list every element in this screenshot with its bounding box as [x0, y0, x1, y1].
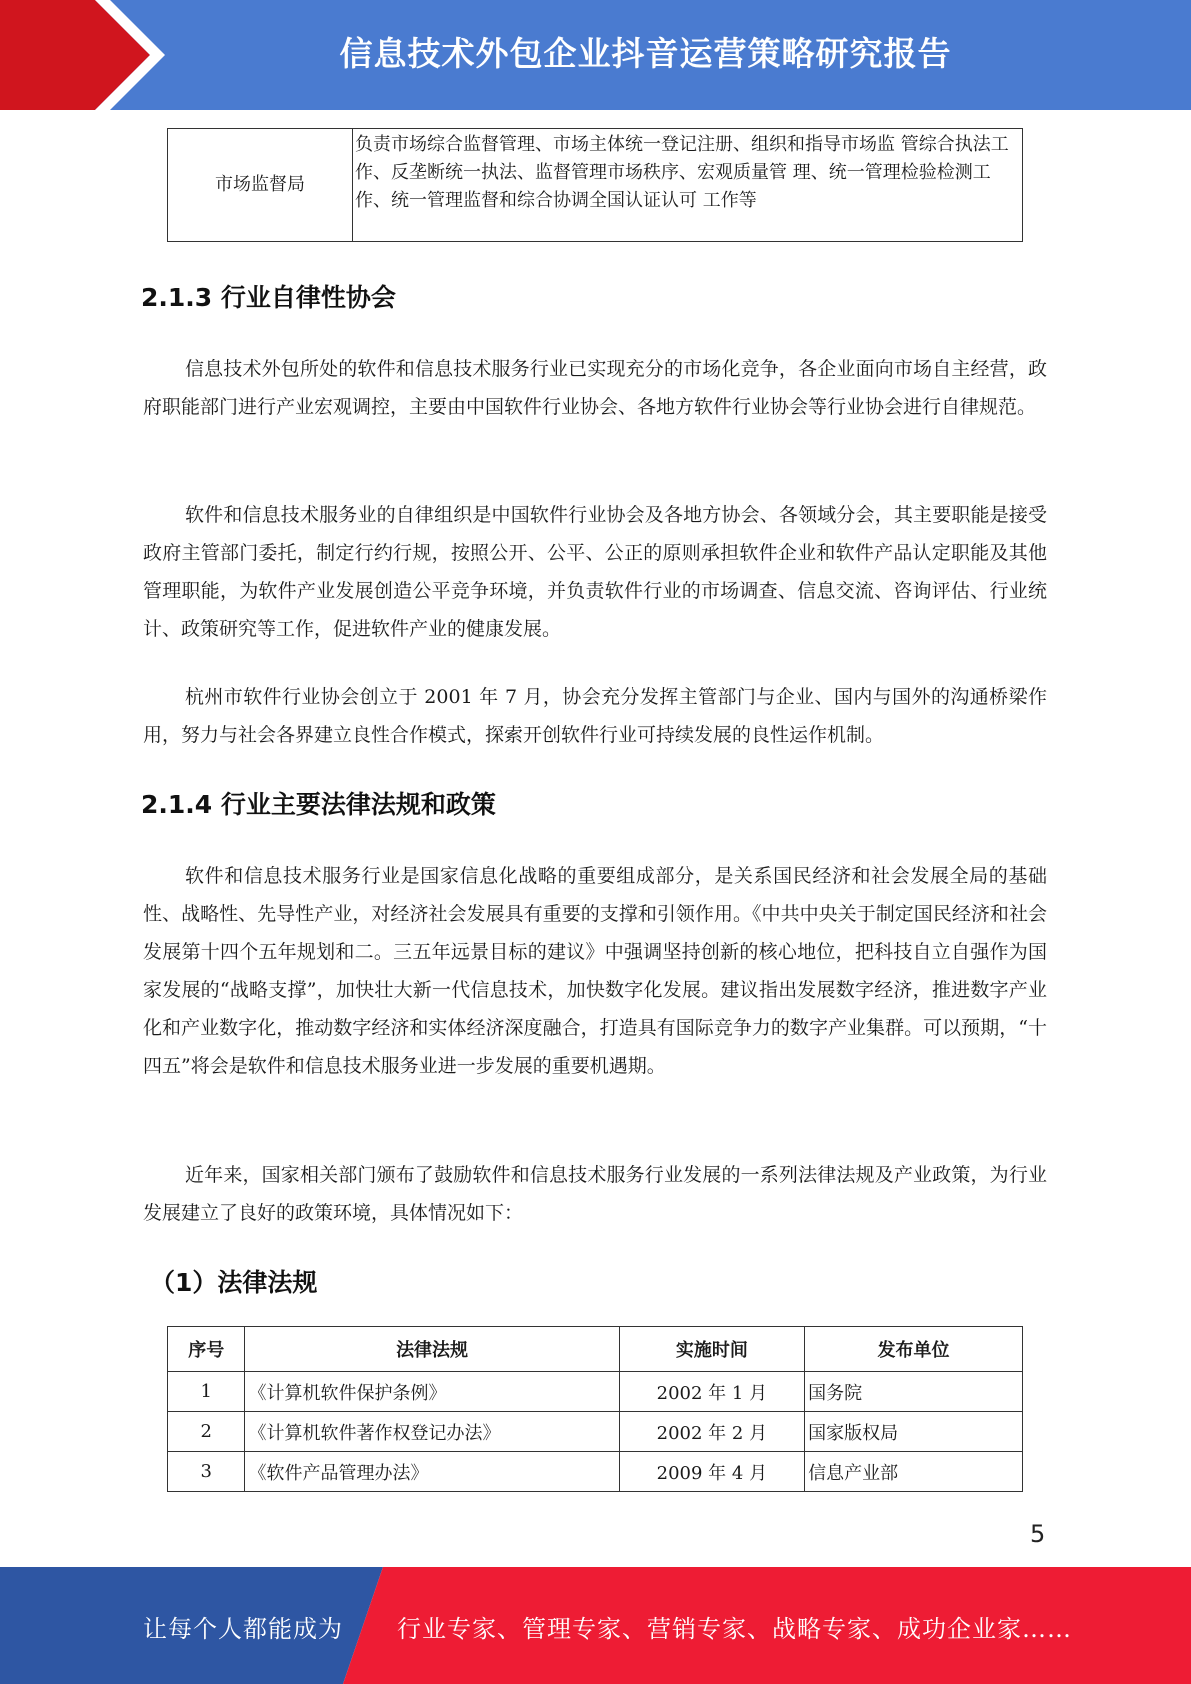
paragraph: 近年来，国家相关部门颁布了鼓励软件和信息技术服务行业发展的一系列法律法规及产业政策，为行业发展建立了良好的政策环境，具体情况如下： [143, 1164, 1047, 1224]
footer-slogan-left: 让每个人都能成为 [143, 1615, 343, 1643]
paragraph: 软件和信息技术服务业的自律组织是中国软件行业协会及各地方协会、各领域分会，其主要职能是接受政府主管部门委托，制定行约行规，按照公开、公平、公正的原则承担软件企业和软件产品认定职能及其他管理职能，为软件产业发展创造公平竞争环境，并负责软件行业的市场调查、信息交流、咨询评估、行业统计、政策研究等工作，促进软件产业的健康发展。 [143, 504, 1047, 640]
table-row [168, 1412, 1023, 1452]
page-number: 5 [1030, 1520, 1046, 1548]
table-cell: 2002 年 2 月 [619, 1412, 804, 1452]
table-page-break [160, 1492, 1040, 1532]
column-header: 实施时间 [619, 1327, 804, 1372]
table-header-row [168, 1327, 1023, 1372]
table-cell: 国家版权局 [805, 1412, 1023, 1452]
table-cell: 3 [168, 1452, 245, 1492]
table-row [168, 1452, 1023, 1492]
agency-cell: 市场监督局 [168, 129, 353, 242]
table-cell: 2 [168, 1412, 245, 1452]
report-title: 信息技术外包企业抖音运营策略研究报告 [339, 34, 952, 73]
column-header: 序号 [168, 1327, 245, 1372]
table-row [168, 129, 1023, 242]
section-heading-2-1-4: 2.1.4 行业主要法律法规和政策 [141, 790, 496, 819]
table-cell: 《计算机软件保护条例》 [245, 1372, 619, 1412]
paragraph: 杭州市软件行业协会创立于 2001 年 7 月，协会充分发挥主管部门与企业、国内与国外的沟通桥梁作用，努力与社会各界建立良性合作模式，探索开创软件行业可持续发展的良性运作机制。 [143, 686, 1047, 746]
table-cell: 2009 年 4 月 [619, 1452, 804, 1492]
table-cell: 《软件产品管理办法》 [245, 1452, 619, 1492]
table-cell: 信息产业部 [805, 1452, 1023, 1492]
column-header: 发布单位 [805, 1327, 1023, 1372]
regulator-table [167, 128, 1023, 242]
page-footer [0, 1567, 1191, 1684]
subsection-heading-laws: （1）法律法规 [150, 1268, 318, 1297]
table-cell: 国务院 [805, 1372, 1023, 1412]
page-header [0, 0, 1191, 110]
section-heading-2-1-3: 2.1.3 行业自律性协会 [141, 283, 396, 312]
table-cell: 1 [168, 1372, 245, 1412]
table-row [168, 1372, 1023, 1412]
paragraph: 信息技术外包所处的软件和信息技术服务行业已实现充分的市场化竞争，各企业面向市场自主经营，政府职能部门进行产业宏观调控，主要由中国软件行业协会、各地方软件行业协会等行业协会进行自律规范。 [143, 358, 1047, 418]
paragraph: 软件和信息技术服务行业是国家信息化战略的重要组成部分，是关系国民经济和社会发展全局的基础性、战略性、先导性产业，对经济社会发展具有重要的支撑和引领作用。《中共中央关于制定国民经济和社会发展第十四个五年规划和二。三五年远景目标的建议》中强调坚持创新的核心地位，把科技自立自强作为国家发展的“战略支撑”，加快壮大新一代信息技术，加快数字化发展。建议指出发展数字经济，推进数字产业化和产业数字化，推动数字经济和实体经济深度融合，打造具有国际竞争力的数字产业集群。可以预期，“十四五”将会是软件和信息技术服务业进一步发展的重要机遇期。 [143, 865, 1047, 1077]
table-cell: 2002 年 1 月 [619, 1372, 804, 1412]
table-cell: 《计算机软件著作权登记办法》 [245, 1412, 619, 1452]
duty-cell: 负责市场综合监督管理、市场主体统一登记注册、组织和指导市场监 管综合执法工作、反垄断统一执法、监督管理市场秩序、宏观质量管 理、统一管理检验检测工作、统一管理监督和综合协调全国认证认可 工作等 [353, 129, 1023, 242]
footer-slogan-right: 行业专家、管理专家、营销专家、战略专家、成功企业家…… [397, 1615, 1072, 1643]
column-header: 法律法规 [245, 1327, 619, 1372]
